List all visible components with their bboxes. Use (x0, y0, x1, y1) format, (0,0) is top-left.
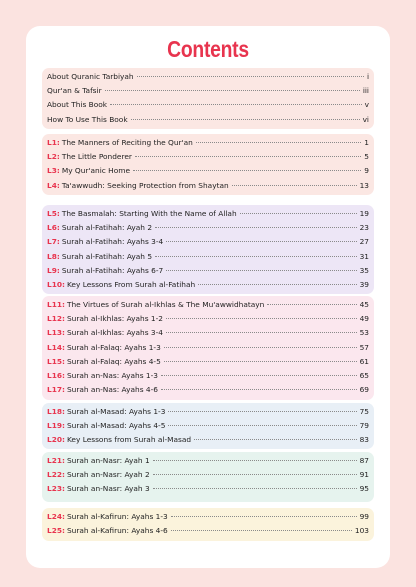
entry-title: Surah an-Nas: Ayahs 4-6 (66, 385, 158, 395)
page-number: 13 (359, 180, 369, 190)
lesson-number: L21: (47, 456, 65, 465)
toc-entry[interactable] (47, 314, 369, 328)
lesson-number: L20: (47, 435, 65, 445)
toc-section (42, 296, 374, 400)
toc-entry[interactable] (47, 435, 369, 449)
entry-title: Surah an-Nas: Ayahs 1-3 (66, 370, 158, 380)
lesson-number: L14: (47, 342, 65, 352)
toc-entry[interactable] (47, 138, 369, 152)
entry-title: Surah al-Masad: Ayahs 1-3 (66, 407, 166, 416)
page-number: 87 (359, 456, 369, 465)
toc-entry[interactable] (47, 357, 369, 371)
dot-leader (153, 488, 357, 489)
lesson-number: L3: (47, 166, 60, 176)
page-number: 31 (359, 251, 369, 261)
toc-section (42, 452, 374, 502)
lesson-number: L19: (47, 421, 65, 431)
dot-leader (155, 227, 357, 228)
toc-entry[interactable] (47, 280, 369, 294)
entry-title: The Virtues of Surah al-Ikhlas & The Mu'awwidhatayn (66, 300, 265, 309)
page-number: 61 (359, 356, 369, 366)
toc-entry[interactable] (47, 407, 369, 421)
toc-entry[interactable] (47, 526, 369, 540)
page-number: 53 (359, 328, 369, 338)
dot-leader (105, 90, 360, 91)
dot-leader (166, 332, 357, 333)
entry-title: Surah al-Fatihah: Ayah 5 (61, 251, 153, 261)
dot-leader (171, 516, 357, 517)
entry-title: Key Lessons From Surah al-Fatihah (66, 279, 196, 289)
entry-title: The Manners of Reciting the Qur'an (61, 138, 193, 147)
page-number: 19 (359, 209, 369, 218)
toc-entry[interactable] (47, 209, 369, 223)
page-number: 45 (359, 300, 369, 309)
toc-entry[interactable] (47, 300, 369, 314)
lesson-number: L13: (47, 328, 65, 338)
dot-leader (135, 156, 361, 157)
lesson-number: L9: (47, 265, 60, 275)
entry-title: Surah al-Fatihah: Ayah 2 (61, 223, 153, 233)
entry-title: Surah al-Fatihah: Ayahs 6-7 (61, 265, 164, 275)
page-number: 95 (359, 484, 369, 494)
page-number: v (364, 100, 369, 110)
dot-leader (137, 76, 364, 77)
page-number: 9 (364, 166, 369, 176)
dot-leader (164, 347, 357, 348)
dot-leader (267, 304, 356, 305)
lesson-number: L4: (47, 180, 60, 190)
dot-leader (168, 425, 356, 426)
lesson-number: L22: (47, 470, 65, 480)
toc-entry[interactable] (47, 328, 369, 342)
lesson-number: L8: (47, 251, 60, 261)
entry-title: Surah al-Ikhlas: Ayahs 3-4 (66, 328, 164, 338)
dot-leader (164, 361, 357, 362)
page-number: 35 (359, 265, 369, 275)
toc-entry[interactable] (47, 343, 369, 357)
entry-title: Surah al-Fatihah: Ayahs 3-4 (61, 237, 164, 247)
dot-leader (194, 439, 357, 440)
page-number: 69 (359, 385, 369, 395)
entry-title: My Qur'anic Home (61, 166, 130, 176)
toc-section (42, 205, 374, 294)
entry-title: Surah al-Masad: Ayahs 4-5 (66, 421, 166, 431)
dot-leader (196, 142, 361, 143)
lesson-number: L2: (47, 152, 60, 162)
toc-section (42, 68, 374, 129)
page-number: 5 (364, 152, 369, 162)
dot-leader (110, 104, 362, 105)
page-number: iii (362, 86, 369, 96)
toc-entry[interactable] (47, 166, 369, 180)
toc-entry[interactable] (47, 385, 369, 399)
toc-entry[interactable] (47, 484, 369, 498)
lesson-number: L17: (47, 385, 65, 395)
page-number: 91 (359, 470, 369, 480)
lesson-number: L16: (47, 370, 65, 380)
page-number: 27 (359, 237, 369, 247)
entry-title: Ta'awwudh: Seeking Protection from Shaytan (61, 180, 229, 190)
lesson-number: L18: (47, 407, 65, 416)
entry-title: How To Use This Book (47, 114, 128, 124)
entry-title: Surah an-Nasr: Ayah 3 (66, 484, 150, 494)
dot-leader (166, 270, 356, 271)
lesson-number: L6: (47, 223, 60, 233)
toc-entry[interactable] (47, 223, 369, 237)
page-number: 83 (359, 435, 369, 445)
page-number: 103 (354, 526, 369, 536)
page-number: 75 (359, 407, 369, 416)
contents-title: Contents (167, 36, 249, 62)
page-number: 23 (359, 223, 369, 233)
lesson-number: L23: (47, 484, 65, 494)
toc-entry[interactable] (47, 371, 369, 385)
toc-entry[interactable] (47, 237, 369, 251)
page-number: 57 (359, 342, 369, 352)
dot-leader (161, 375, 357, 376)
dot-leader (240, 213, 357, 214)
toc-section (42, 508, 374, 541)
entry-title: Surah an-Nasr: Ayah 1 (66, 456, 150, 465)
lesson-number: L1: (47, 138, 60, 147)
page-number: vi (362, 114, 369, 124)
toc-entry[interactable] (47, 181, 369, 195)
dot-leader (168, 411, 356, 412)
lesson-number: L24: (47, 512, 65, 521)
dot-leader (161, 389, 357, 390)
page-number: 65 (359, 370, 369, 380)
entry-title: About This Book (47, 100, 108, 110)
lesson-number: L7: (47, 237, 60, 247)
lesson-number: L10: (47, 279, 65, 289)
lesson-number: L11: (47, 300, 65, 309)
page-number: i (366, 72, 369, 81)
toc-entry[interactable] (47, 252, 369, 266)
dot-leader (153, 460, 357, 461)
toc-entry[interactable] (47, 512, 369, 526)
entry-title: Surah al-Kafirun: Ayahs 4-6 (66, 526, 168, 536)
toc-entry[interactable] (47, 470, 369, 484)
entry-title: About Quranic Tarbiyah (47, 72, 134, 81)
toc-entry[interactable] (47, 72, 369, 86)
toc-section (42, 134, 374, 195)
lesson-number: L12: (47, 314, 65, 324)
dot-leader (133, 170, 361, 171)
toc-entry[interactable] (47, 421, 369, 435)
page-number: 49 (359, 314, 369, 324)
entry-title: Surah an-Nasr: Ayah 2 (66, 470, 150, 480)
dot-leader (155, 256, 357, 257)
toc-entry[interactable] (47, 115, 369, 129)
toc-entry[interactable] (47, 100, 369, 114)
entry-title: The Basmalah: Starting With the Name of Allah (61, 209, 237, 218)
lesson-number: L5: (47, 209, 60, 218)
toc-entry[interactable] (47, 152, 369, 166)
page-number: 1 (364, 138, 369, 147)
page-number: 99 (359, 512, 369, 521)
dot-leader (166, 241, 356, 242)
toc-entry[interactable] (47, 86, 369, 100)
dot-leader (232, 185, 357, 186)
dot-leader (166, 318, 357, 319)
dot-leader (131, 119, 360, 120)
toc-entry[interactable] (47, 456, 369, 470)
dot-leader (153, 474, 357, 475)
toc-section (42, 403, 374, 449)
lesson-number: L25: (47, 526, 65, 536)
entry-title: Qur'an & Tafsir (47, 86, 102, 96)
entry-title: The Little Ponderer (61, 152, 132, 162)
dot-leader (171, 530, 352, 531)
entry-title: Surah al-Kafirun: Ayahs 1-3 (66, 512, 168, 521)
toc-entry[interactable] (47, 266, 369, 280)
entry-title: Key Lessons from Surah al-Masad (66, 435, 192, 445)
entry-title: Surah al-Falaq: Ayahs 1-3 (66, 342, 161, 352)
dot-leader (198, 284, 356, 285)
lesson-number: L15: (47, 356, 65, 366)
page-number: 39 (359, 279, 369, 289)
entry-title: Surah al-Ikhlas: Ayahs 1-2 (66, 314, 164, 324)
entry-title: Surah al-Falaq: Ayahs 4-5 (66, 356, 161, 366)
page-number: 79 (359, 421, 369, 431)
